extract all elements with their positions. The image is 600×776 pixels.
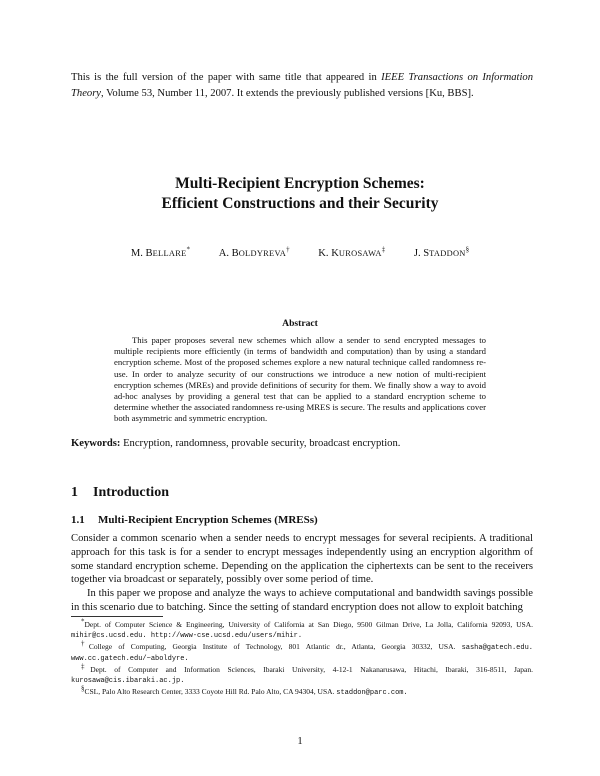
note-text: This is the full version of the paper with same title that appeared in xyxy=(71,72,382,83)
abstract-heading: Abstract xyxy=(282,318,318,329)
keywords-text: Encryption, randomness, provable security, broadcast encryption. xyxy=(120,438,401,449)
title-line-1: Multi-Recipient Encryption Schemes: xyxy=(175,175,425,192)
paragraph: Consider a common scenario when a sender needs to encrypt messages for several recipients. A traditional approach for this task is for a sender to encrypt messages independently using an encryption algorithm of some standard encryption scheme. Depending on the application the ciphertexts can be sent to the receivers together via broadcast or separately, possibly over some period of time. xyxy=(71,533,533,586)
author: J. STADDON§ xyxy=(413,245,470,259)
footnote: ‡Dept. of Computer and Information Sciences, Ibaraki University, 4-12-1 Nakanarusawa, Hitachi, Ibaraki, 316-8511, Japan. kurosawa@cis.ibaraki.ac.jp. xyxy=(71,662,534,686)
author: M. BELLARE* xyxy=(130,245,191,259)
section-heading: 1 Introduction xyxy=(71,485,169,500)
abstract-text: This paper proposes several new schemes which allow a sender to send encrypted messages to multiple recipients more efficiently (in terms of bandwidth and computation) than by using a standard encryption scheme. Most of the proposed schemes explore a new natural technique called randomness re-use. In order to analyze security of our constructions we introduce a new notion of multi-recipient encryption schemes (MREs) and provide definitions of security for them. We finally show a way to avoid ad-hoc analyses by providing a general test that can be applied to a standard encryption scheme to determine whether the associated randomness re-using MRES is secure. The results and applications cover both asymmetric and symmetric encryption. xyxy=(114,335,486,424)
footnote-rule xyxy=(71,616,163,617)
author-list xyxy=(0,245,600,259)
author: A. BOLDYREVA† xyxy=(218,245,290,259)
subsection-heading: 1.1 Multi-Recipient Encryption Schemes (MRESs) xyxy=(71,514,318,526)
journal-name: IEEE Transactions on Information Theory xyxy=(71,72,534,99)
page-number: 1 xyxy=(297,736,303,747)
keywords-label: Keywords: xyxy=(71,438,121,449)
keywords xyxy=(71,437,533,451)
note-text-end: , Volume 53, Number 11, 2007. It extends the previously published versions [Ku, BBS]. xyxy=(101,88,474,99)
paper-title xyxy=(0,174,600,214)
title-line-2: Efficient Constructions and their Security xyxy=(161,195,439,212)
author: K. KUROSAWA‡ xyxy=(318,245,386,259)
footnote: *Dept. of Computer Science & Engineering, University of California at San Diego, 9500 Gilman Drive, La Jolla, California 92093, USA. mihir@cs.ucsd.edu. http://www-cse.ucsd.edu/users/mihir. xyxy=(71,617,533,641)
footnote: §CSL, Palo Alto Research Center, 3333 Coyote Hill Rd. Palo Alto, CA 94304, USA. staddon@parc.com. xyxy=(81,684,408,697)
body-text xyxy=(71,532,533,615)
footnotes xyxy=(71,617,534,698)
footnote: †College of Computing, Georgia Institute of Technology, 801 Atlantic dr., Atlanta, Georgia 30332, USA. sasha@gatech.edu. www.cc.gatech.edu/~aboldyre. xyxy=(71,639,533,664)
paragraph: In this paper we propose and analyze the ways to achieve computational and bandwidth savings possible in this scenario due to batching. Since the setting of standard encryption does not allow to exploit batching xyxy=(71,588,533,613)
publication-note xyxy=(71,70,533,102)
